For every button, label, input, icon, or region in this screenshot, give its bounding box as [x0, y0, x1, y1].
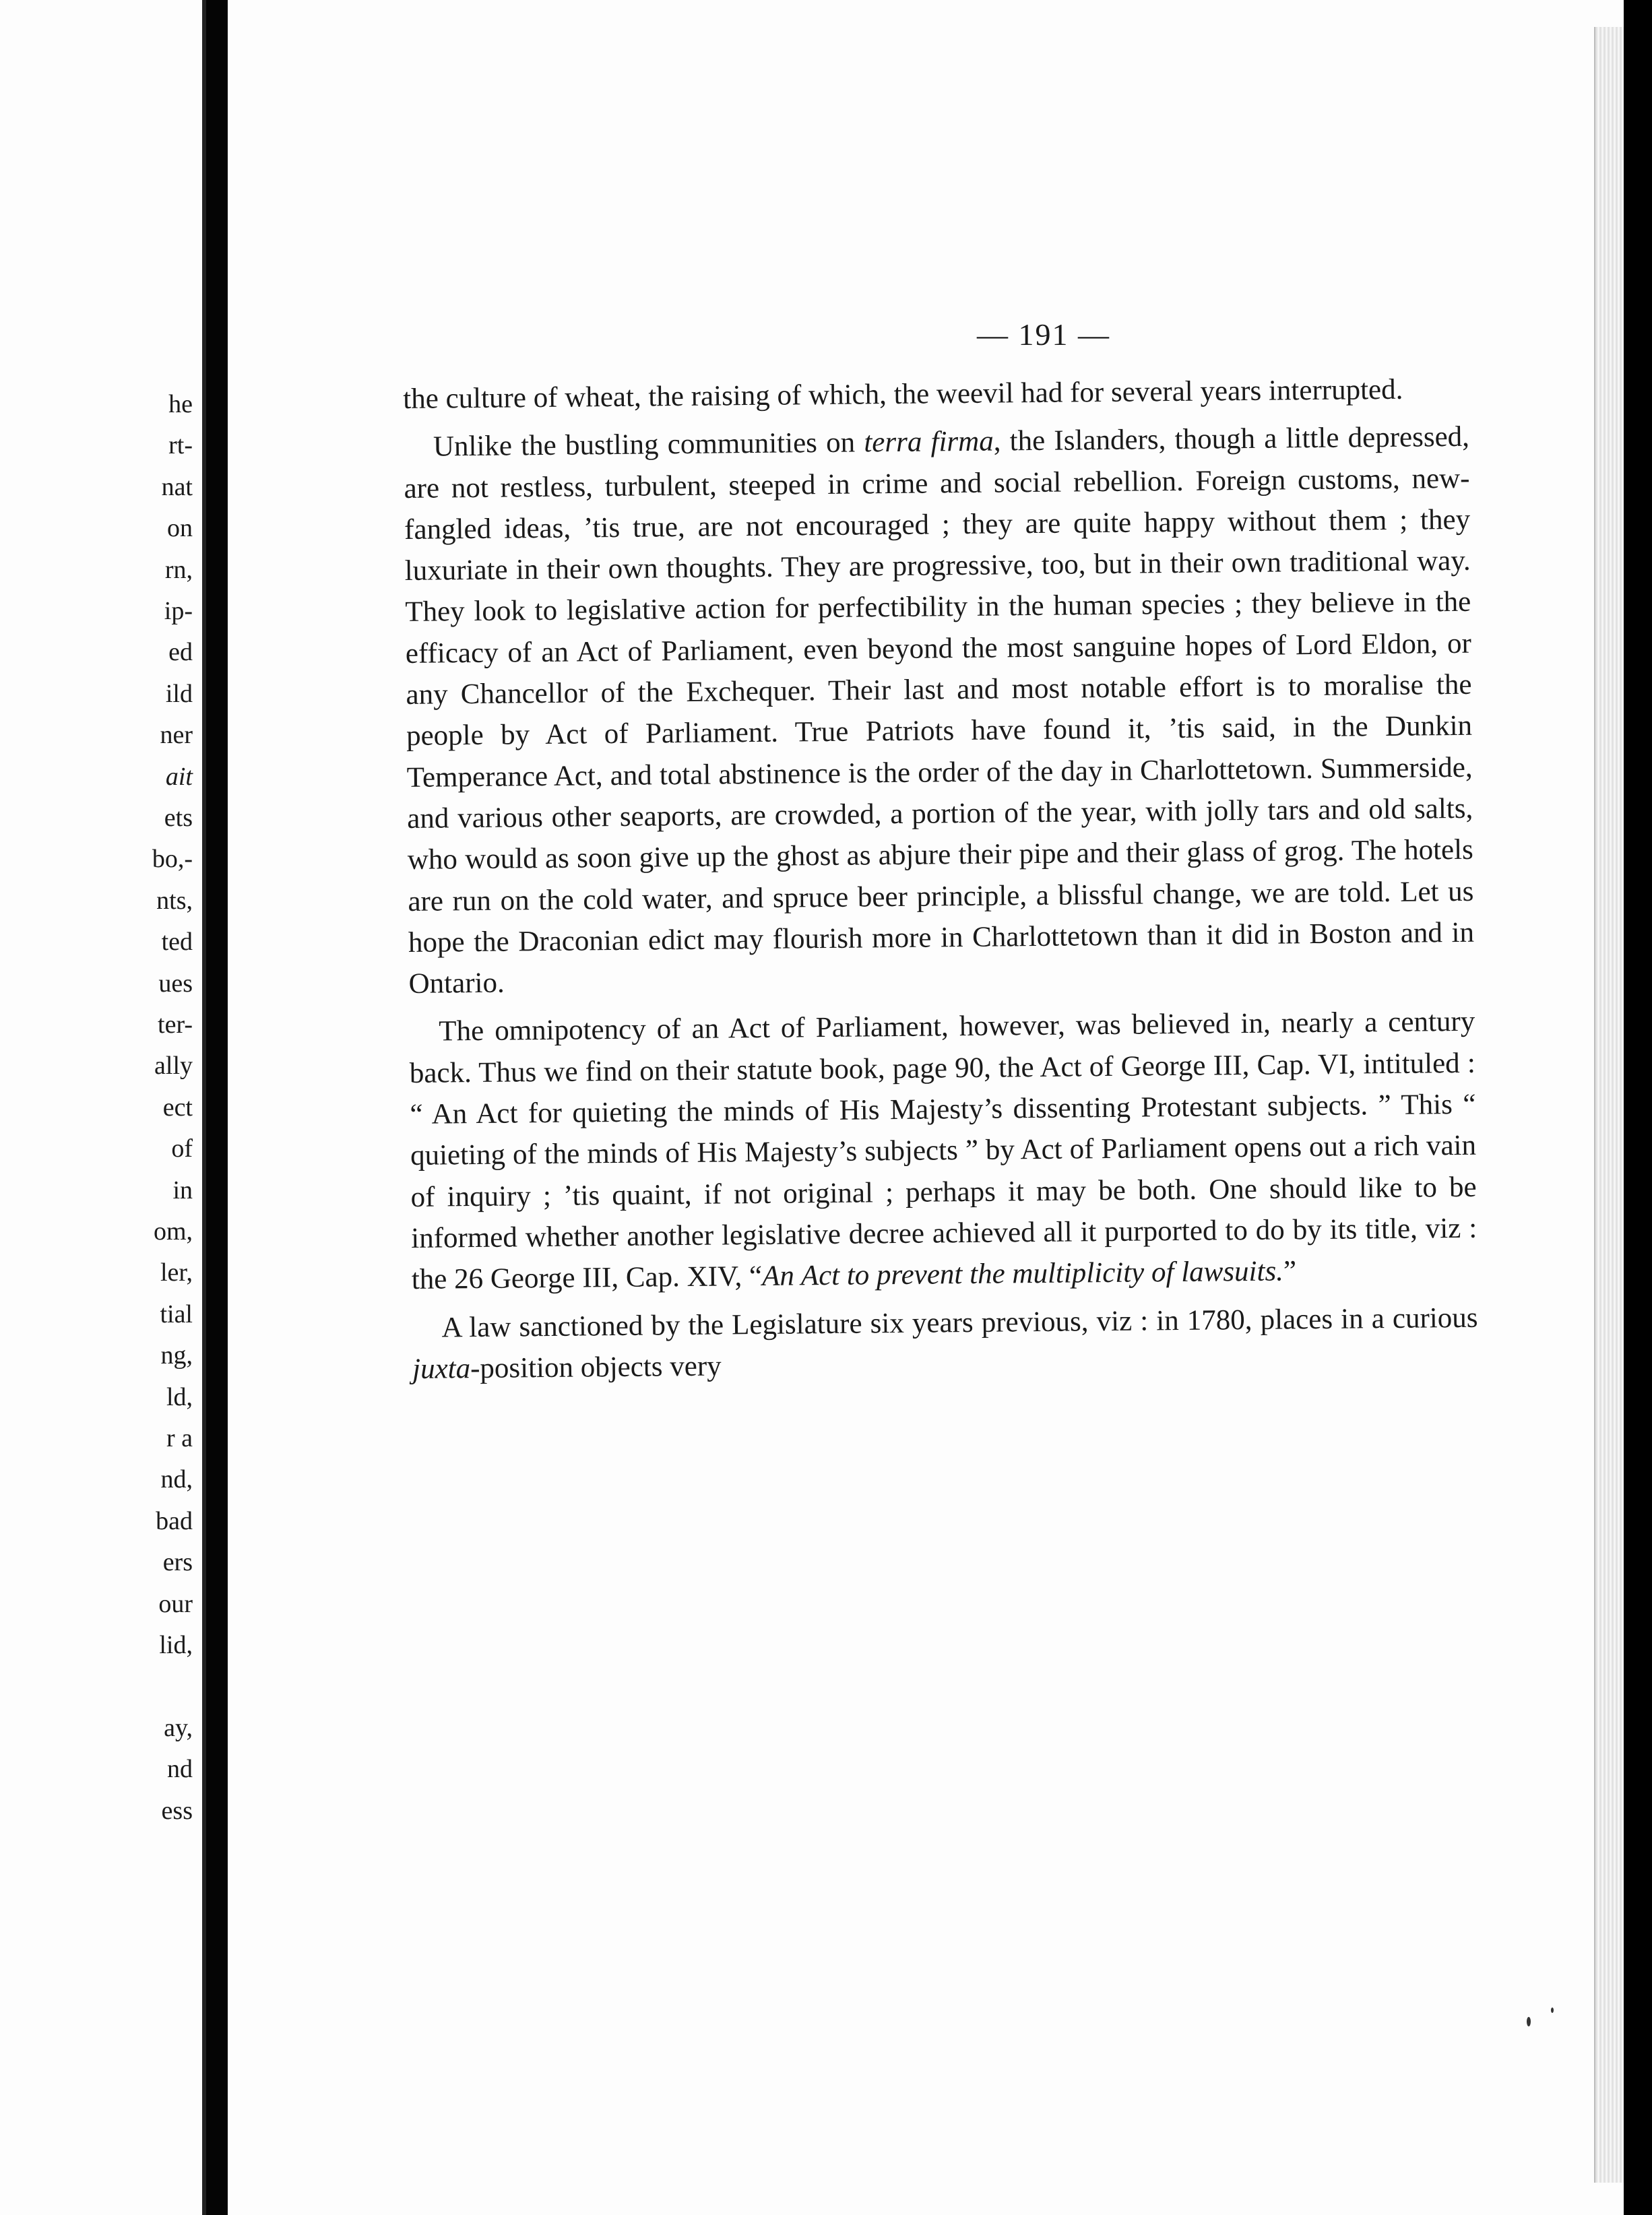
- left-page-fragment: nd,: [160, 1465, 193, 1494]
- left-page-fragment: ner: [160, 721, 193, 750]
- left-page-fragment: ait: [165, 762, 193, 791]
- left-page-fragment: ally: [154, 1052, 193, 1081]
- left-page-fragment: r a: [166, 1424, 193, 1452]
- left-page-fragment: he: [168, 390, 193, 418]
- left-page-fragment: on: [167, 514, 193, 543]
- left-page-fragment: nd: [167, 1755, 193, 1784]
- left-page-fragment: lid,: [159, 1631, 193, 1659]
- left-page-fragment: ets: [164, 804, 193, 832]
- left-page-fragment: our: [158, 1589, 193, 1618]
- paragraph-1: the culture of wheat, the raising of which, the weevil had for several years interrupted.: [403, 373, 1403, 415]
- left-page-fragment: ip-: [164, 597, 193, 625]
- left-page-fragment: ler,: [160, 1258, 193, 1287]
- left-page-fragment: ng,: [160, 1341, 193, 1370]
- left-page-fragment: of: [171, 1134, 193, 1163]
- left-page-fragment: ter-: [158, 1010, 193, 1039]
- paragraph-2: Unlike the bustling communities on terra firma, the Islanders, though a little depressed, are not restless, turbulent, steeped in crime and social rebellion. Foreign customs, new-fangled ideas, ’tis true, are not encouraged ; they are quite happy without them ; they luxuriate in their own thoughts. They are progressive, too, but in their own traditional way. They look to legislative action for perfectibility in the human species ; they believe in the efficacy of an Act of Parliament, even beyond the most sanguine hopes of Lord Eldon, or any Chancellor of the Exchequer. Their last and most notable effort is to moralise the people by Act of Parliament. True Patriots have found it, ’tis said, in the Dunkin Temperance Act, and total abstinence is the order of the day in Charlottetown. Summerside, and various other seaports, are crowded, a portion of the year, with jolly tars and old salts, who would as soon give up the ghost as abjure their pipe and their glass of grog. The hotels are run on the cold water, and spruce beer principle, a blissful change, we are told. Let us hope the Draconian edict may flourish more in Charlottetown than it did in Boston and in Ontario.: [404, 421, 1475, 1000]
- left-page-fragment: tial: [160, 1299, 193, 1328]
- left-page-fragment: ed: [168, 638, 193, 667]
- paragraph-4: A law sanctioned by the Legislature six years previous, viz : in 1780, places in a curious juxta-position objects very: [412, 1302, 1478, 1385]
- left-page-fragment: in: [172, 1176, 193, 1205]
- body-text: [403, 368, 1478, 1397]
- left-page: [0, 0, 206, 2215]
- page-edge-stack: [1594, 27, 1624, 2183]
- ink-speck: [1551, 2008, 1554, 2013]
- left-page-fragment: ted: [161, 928, 193, 957]
- left-page-fragment: rt-: [168, 431, 193, 460]
- left-page-fragment: ld,: [166, 1382, 193, 1411]
- left-page-fragment: bo,-: [152, 845, 193, 874]
- left-page-fragment: rn,: [164, 555, 193, 584]
- left-page-fragment: nts,: [156, 886, 193, 915]
- page-number: — 191 —: [977, 317, 1110, 352]
- left-page-fragment: ess: [161, 1796, 193, 1825]
- left-page-fragment: ay,: [164, 1713, 193, 1742]
- left-page-fragment: om,: [153, 1217, 193, 1246]
- book-gutter: [206, 0, 228, 2215]
- paragraph-3: The omnipotency of an Act of Parliament, however, was believed in, nearly a century back. Thus we find on their statute book, page 90, the Act of George III, Cap. VI, intituled : “ An Act for quieting the minds of His Majesty’s dissenting Protestant subjects. ” This “ quieting of the minds of His Majesty’s subjects ” by Act of Parliament opens out a rich vain of inquiry ; ’tis quaint, if not original ; perhaps it may be both. One should like to be informed whether another legislative decree achieved all it purported to do by its title, viz : the 26 George III, Cap. XIV, “An Act to prevent the multiplicity of lawsuits.”: [409, 1006, 1478, 1296]
- left-page-fragment: ues: [158, 969, 193, 998]
- ink-speck: [1527, 2017, 1531, 2026]
- left-page-fragment: ect: [162, 1093, 193, 1122]
- left-page-fragment: nat: [161, 472, 193, 501]
- right-page: [228, 0, 1624, 2215]
- left-page-fragment: bad: [156, 1506, 193, 1535]
- left-page-fragment: ild: [165, 679, 193, 708]
- left-page-fragment: ers: [162, 1548, 193, 1577]
